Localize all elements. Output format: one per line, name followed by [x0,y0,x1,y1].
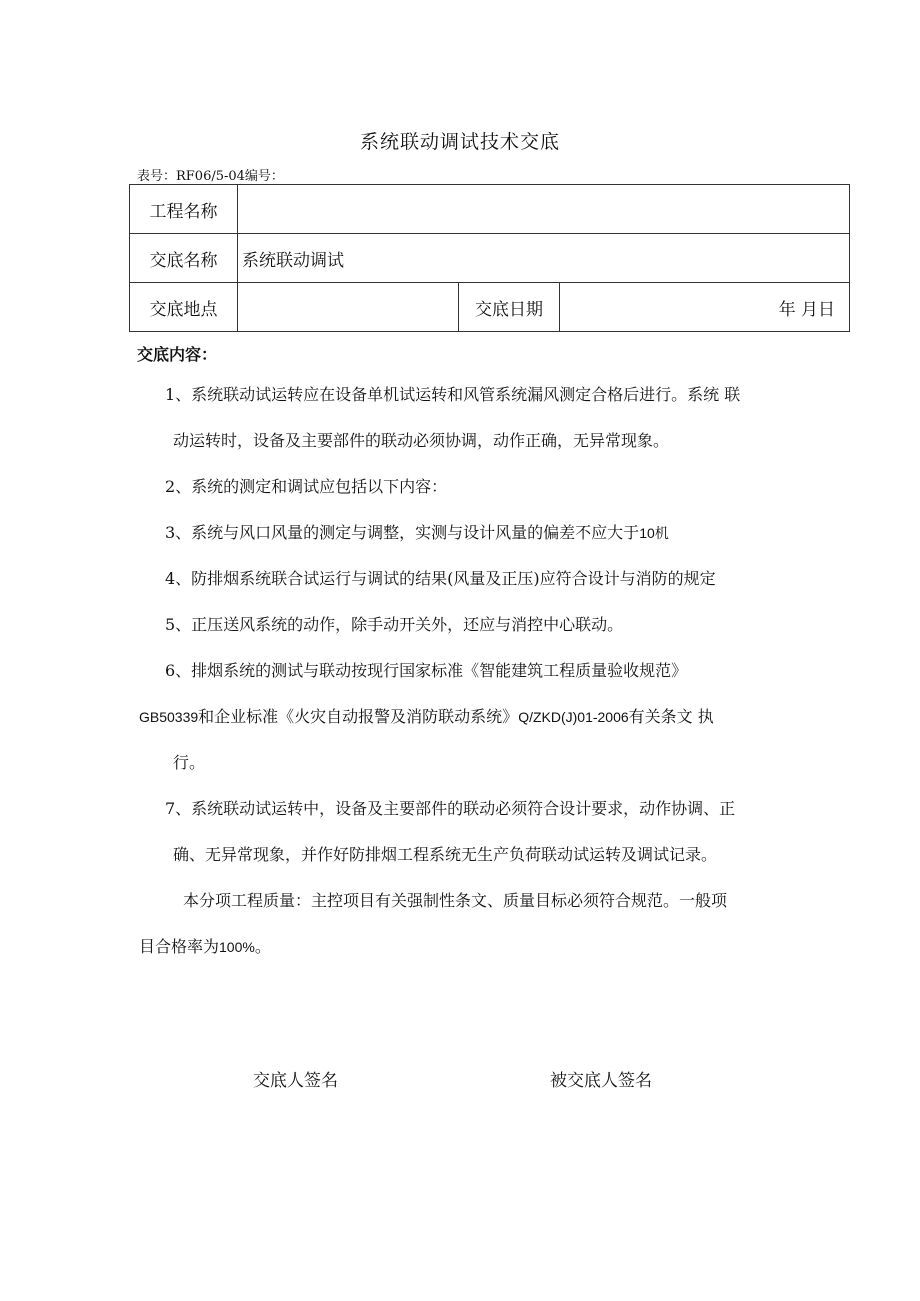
table-row [130,283,850,332]
form-number: 表号：RF06/5-04编号： [137,169,284,184]
summary-end: 。 [254,937,271,956]
standard-code-qzkd: Q/ZKD(J)01-2006 [518,709,629,725]
content-body [139,372,845,970]
item-4: 4、防排烟系统联合试运行与调试的结果(风量及正压)应符合设计与消防的规定 [165,569,716,588]
item-3-value: 10机 [639,525,669,541]
project-name-label: 工程名称 [130,185,238,234]
handover-name-field: 系统联动调试 [238,234,850,283]
item-6-text: 和企业标准《火灾自动报警及消防联动系统》 [198,707,519,726]
table-row [130,234,850,283]
item-6-line-1: 6、排烟系统的测试与联动按现行国家标准《智能建筑工程质量验收规范》 [165,661,688,680]
item-7-line-1: 7、系统联动试运转中，设备及主要部件的联动必须符合设计要求，动作协调、正 [165,799,736,818]
content-heading: 交底内容： [137,345,218,364]
location-label: 交底地点 [130,283,238,332]
table-row [130,185,850,234]
info-table [129,184,850,332]
document-title: 系统联动调试技术交底 [359,131,560,153]
summary-text: 目合格率为 [139,937,220,956]
item-3 [165,510,845,556]
item-6-tail: 有关条文 执 [628,707,714,726]
location-field [238,283,459,332]
item-3-text: 3、系统与风口风量的测定与调整，实测与设计风量的偏差不应大于 [165,523,640,542]
receiver-signature-label: 被交底人签名 [550,1071,652,1091]
standard-code-gb: GB50339 [139,709,199,725]
date-label: 交底日期 [459,283,560,332]
item-6-line-3: 行。 [173,753,206,772]
item-7-line-2: 确、无异常现象，并作好防排烟工程系统无生产负荷联动试运转及调试记录。 [173,845,718,864]
summary-line-1: 本分项工程质量：主控项目有关强制性条文、质量目标必须符合规范。一般项 [183,891,728,910]
item-1-line-1: 1、系统联动试运转应在设备单机试运转和风管系统漏风测定合格后进行。系统 联 [165,385,741,404]
item-1-line-2: 动运转时，设备及主要部件的联动必须协调，动作正确，无异常现象。 [173,431,670,450]
handover-name-label: 交底名称 [130,234,238,283]
project-name-field [238,185,850,234]
summary-line-2 [139,924,845,970]
item-2: 2、系统的测定和调试应包括以下内容： [165,477,448,496]
item-5: 5、正压送风系统的动作，除手动开关外，还应与消控中心联动。 [165,615,624,634]
pass-rate: 100% [219,939,255,955]
item-6-line-2 [139,694,845,740]
date-field: 年 月日 [560,283,850,332]
discloser-signature-label: 交底人签名 [253,1071,338,1091]
